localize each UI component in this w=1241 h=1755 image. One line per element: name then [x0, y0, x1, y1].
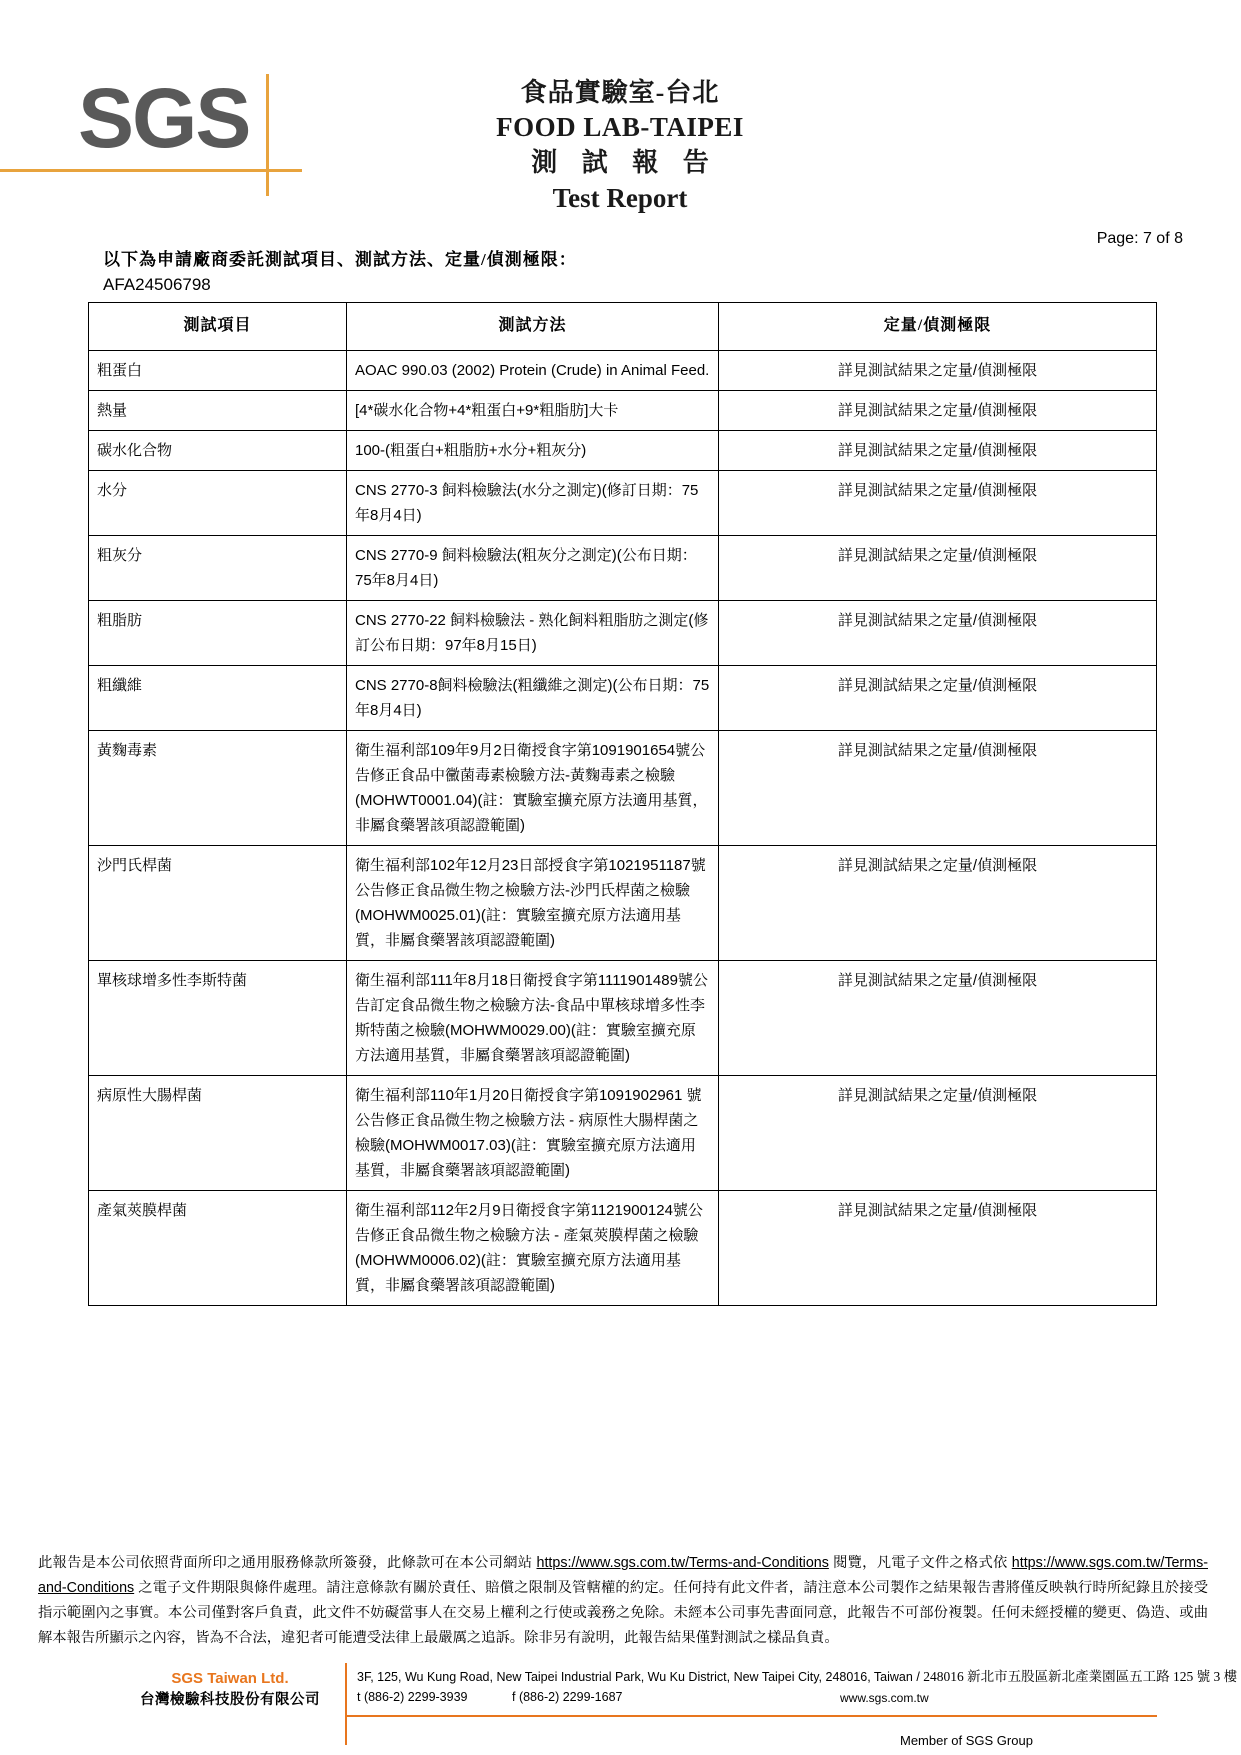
column-header-item: 測試項目	[89, 303, 347, 351]
footer-fax: f (886-2) 2299-1687	[512, 1690, 623, 1704]
cell-detection-limit: 詳見測試結果之定量/偵測極限	[719, 961, 1157, 1076]
cell-detection-limit: 詳見測試結果之定量/偵測極限	[719, 351, 1157, 391]
cell-detection-limit: 詳見測試結果之定量/偵測極限	[719, 431, 1157, 471]
cell-test-item: 粗脂肪	[89, 601, 347, 666]
cell-test-method: CNS 2770-8飼料檢驗法(粗纖維之測定)(公布日期：75年8月4日)	[347, 666, 719, 731]
cell-test-method: 衛生福利部102年12月23日部授食字第1021951187號公告修正食品微生物之檢驗方法-沙門氏桿菌之檢驗(MOHWM0025.01)(註：實驗室擴充原方法適用基質，非屬食藥署該項認證範圍)	[347, 846, 719, 961]
cell-test-method: 衛生福利部112年2月9日衛授食字第1121900124號公告修正食品微生物之檢驗方法 - 產氣莢膜桿菌之檢驗(MOHWM0006.02)(註：實驗室擴充原方法適用基質，非屬食藥署該項認證範圍)	[347, 1191, 719, 1306]
cell-test-item: 水分	[89, 471, 347, 536]
cell-test-method: CNS 2770-22 飼料檢驗法 - 熟化飼料粗脂肪之測定(修訂公布日期：97年8月15日)	[347, 601, 719, 666]
company-name-en: SGS Taiwan Ltd.	[171, 1670, 289, 1687]
footer-vertical-rule	[345, 1663, 347, 1745]
sgs-logo	[78, 72, 278, 182]
cell-test-item: 粗纖維	[89, 666, 347, 731]
cell-detection-limit: 詳見測試結果之定量/偵測極限	[719, 666, 1157, 731]
cell-test-method: AOAC 990.03 (2002) Protein (Crude) in Animal Feed.	[347, 351, 719, 391]
terms-url-2[interactable]: https://www.sgs.com.tw/Terms-and-Conditions	[38, 1555, 1208, 1596]
table-row	[89, 1076, 1157, 1191]
footer-horizontal-rule	[345, 1715, 1157, 1717]
logo-vertical-bar	[266, 74, 269, 196]
cell-test-item: 黃麴毒素	[89, 731, 347, 846]
table-body	[89, 351, 1157, 1306]
cell-test-item: 熱量	[89, 391, 347, 431]
intro-line: 以下為申請廠商委託測試項目、測試方法、定量/偵測極限：	[103, 250, 577, 269]
column-header-limit: 定量/偵測極限	[719, 303, 1157, 351]
test-items-table-wrapper	[88, 302, 1156, 1306]
table-row	[89, 431, 1157, 471]
address-en: 3F, 125, Wu Kung Road, New Taipei Industrial Park, Wu Ku District, New Taipei City, 248016, Taiwan	[357, 1670, 913, 1684]
address-separator: /	[916, 1670, 920, 1684]
table-row	[89, 601, 1157, 666]
cell-test-method: 衛生福利部109年9月2日衛授食字第1091901654號公告修正食品中黴菌毒素檢驗方法-黃麴毒素之檢驗(MOHWT0001.04)(註：實驗室擴充原方法適用基質，非屬食藥署該項認證範圍)	[347, 731, 719, 846]
cell-test-method: CNS 2770-3 飼料檢驗法(水分之測定)(修訂日期：75年8月4日)	[347, 471, 719, 536]
cell-detection-limit: 詳見測試結果之定量/偵測極限	[719, 391, 1157, 431]
table-row	[89, 391, 1157, 431]
cell-detection-limit: 詳見測試結果之定量/偵測極限	[719, 1076, 1157, 1191]
cell-test-item: 產氣莢膜桿菌	[89, 1191, 347, 1306]
cell-test-item: 病原性大腸桿菌	[89, 1076, 347, 1191]
table-row	[89, 1191, 1157, 1306]
cell-test-item: 碳水化合物	[89, 431, 347, 471]
table-row	[89, 536, 1157, 601]
table-row	[89, 351, 1157, 391]
report-number: AFA24506798	[103, 275, 211, 294]
column-header-method: 測試方法	[347, 303, 719, 351]
report-header	[0, 0, 1241, 213]
cell-test-method: CNS 2770-9 飼料檢驗法(粗灰分之測定)(公布日期：75年8月4日)	[347, 536, 719, 601]
company-name-cn: 台灣檢驗科技股份有限公司	[140, 1692, 320, 1708]
footer-company-block	[130, 1669, 330, 1711]
logo-horizontal-bar	[0, 169, 302, 172]
cell-test-item: 粗蛋白	[89, 351, 347, 391]
table-row	[89, 471, 1157, 536]
table-row	[89, 666, 1157, 731]
footer-address	[357, 1665, 1237, 1685]
disclaimer-part-2: 閱覽，凡電子文件之格式依	[828, 1555, 1012, 1571]
cell-test-item: 粗灰分	[89, 536, 347, 601]
cell-detection-limit: 詳見測試結果之定量/偵測極限	[719, 731, 1157, 846]
cell-test-item: 單核球增多性李斯特菌	[89, 961, 347, 1076]
footer-telephone: t (886-2) 2299-3939	[357, 1690, 468, 1704]
disclaimer-part-1: 此報告是本公司依照背面所印之通用服務條款所簽發，此條款可在本公司網站	[38, 1555, 537, 1571]
cell-test-method: 100-(粗蛋白+粗脂肪+水分+粗灰分)	[347, 431, 719, 471]
footer-member-note: Member of SGS Group	[900, 1733, 1033, 1748]
cell-test-method: 衛生福利部110年1月20日衛授食字第1091902961 號公告修正食品微生物之檢驗方法 - 病原性大腸桿菌之檢驗(MOHWM0017.03)(註：實驗室擴充原方法適用基質，非屬食藥署該項認證範圍)	[347, 1076, 719, 1191]
disclaimer-text	[38, 1551, 1208, 1651]
address-cn: 248016 新北市五股區新北產業園區五工路 125 號 3 樓	[923, 1669, 1238, 1684]
cell-detection-limit: 詳見測試結果之定量/偵測極限	[719, 846, 1157, 961]
lab-name-en: FOOD LAB-TAIPEI	[496, 112, 744, 142]
cell-test-item: 沙門氏桿菌	[89, 846, 347, 961]
table-head	[89, 303, 1157, 351]
table-row	[89, 961, 1157, 1076]
disclaimer-part-3: 之電子文件期限與條件處理。請注意條款有關於責任、賠償之限制及管轄權的約定。任何持有此文件者，請注意本公司製作之結果報告書將僅反映執行時所紀錄且於接受指示範圍內之事實。本公司僅對客戶負責，此文件不妨礙當事人在交易上權利之行使或義務之免除。未經本公司事先書面同意，此報告不可部份複製。任何未經授權的變更、偽造、或曲解本報告所顯示之內容，皆為不合法，違犯者可能遭受法律上最嚴厲之追訴。除非另有說明，此報告結果僅對測試之樣品負責。	[38, 1580, 1208, 1646]
table-row	[89, 846, 1157, 961]
table-header-row	[89, 303, 1157, 351]
sgs-logo-text: SGS	[78, 71, 250, 165]
cell-test-method: [4*碳水化合物+4*粗蛋白+9*粗脂肪]大卡	[347, 391, 719, 431]
table-row	[89, 731, 1157, 846]
report-title-en: Test Report	[552, 183, 688, 213]
page-number: Page: 7 of 8	[1096, 230, 1183, 247]
test-items-table	[88, 302, 1157, 1306]
lab-name-cn: 食品實驗室-台北	[520, 78, 720, 107]
cell-detection-limit: 詳見測試結果之定量/偵測極限	[719, 1191, 1157, 1306]
cell-test-method: 衛生福利部111年8月18日衛授食字第1111901489號公告訂定食品微生物之檢驗方法-食品中單核球增多性李斯特菌之檢驗(MOHWM0029.00)(註：實驗室擴充原方法適用基質，非屬食藥署該項認證範圍)	[347, 961, 719, 1076]
cell-detection-limit: 詳見測試結果之定量/偵測極限	[719, 471, 1157, 536]
footer-website[interactable]: www.sgs.com.tw	[840, 1691, 929, 1705]
report-title-block	[360, 76, 880, 216]
cell-detection-limit: 詳見測試結果之定量/偵測極限	[719, 601, 1157, 666]
report-footer	[0, 1663, 1241, 1755]
cell-detection-limit: 詳見測試結果之定量/偵測極限	[719, 536, 1157, 601]
report-title-cn: 測 試 報 告	[531, 148, 718, 177]
terms-url-1[interactable]: https://www.sgs.com.tw/Terms-and-Conditions	[536, 1555, 829, 1571]
